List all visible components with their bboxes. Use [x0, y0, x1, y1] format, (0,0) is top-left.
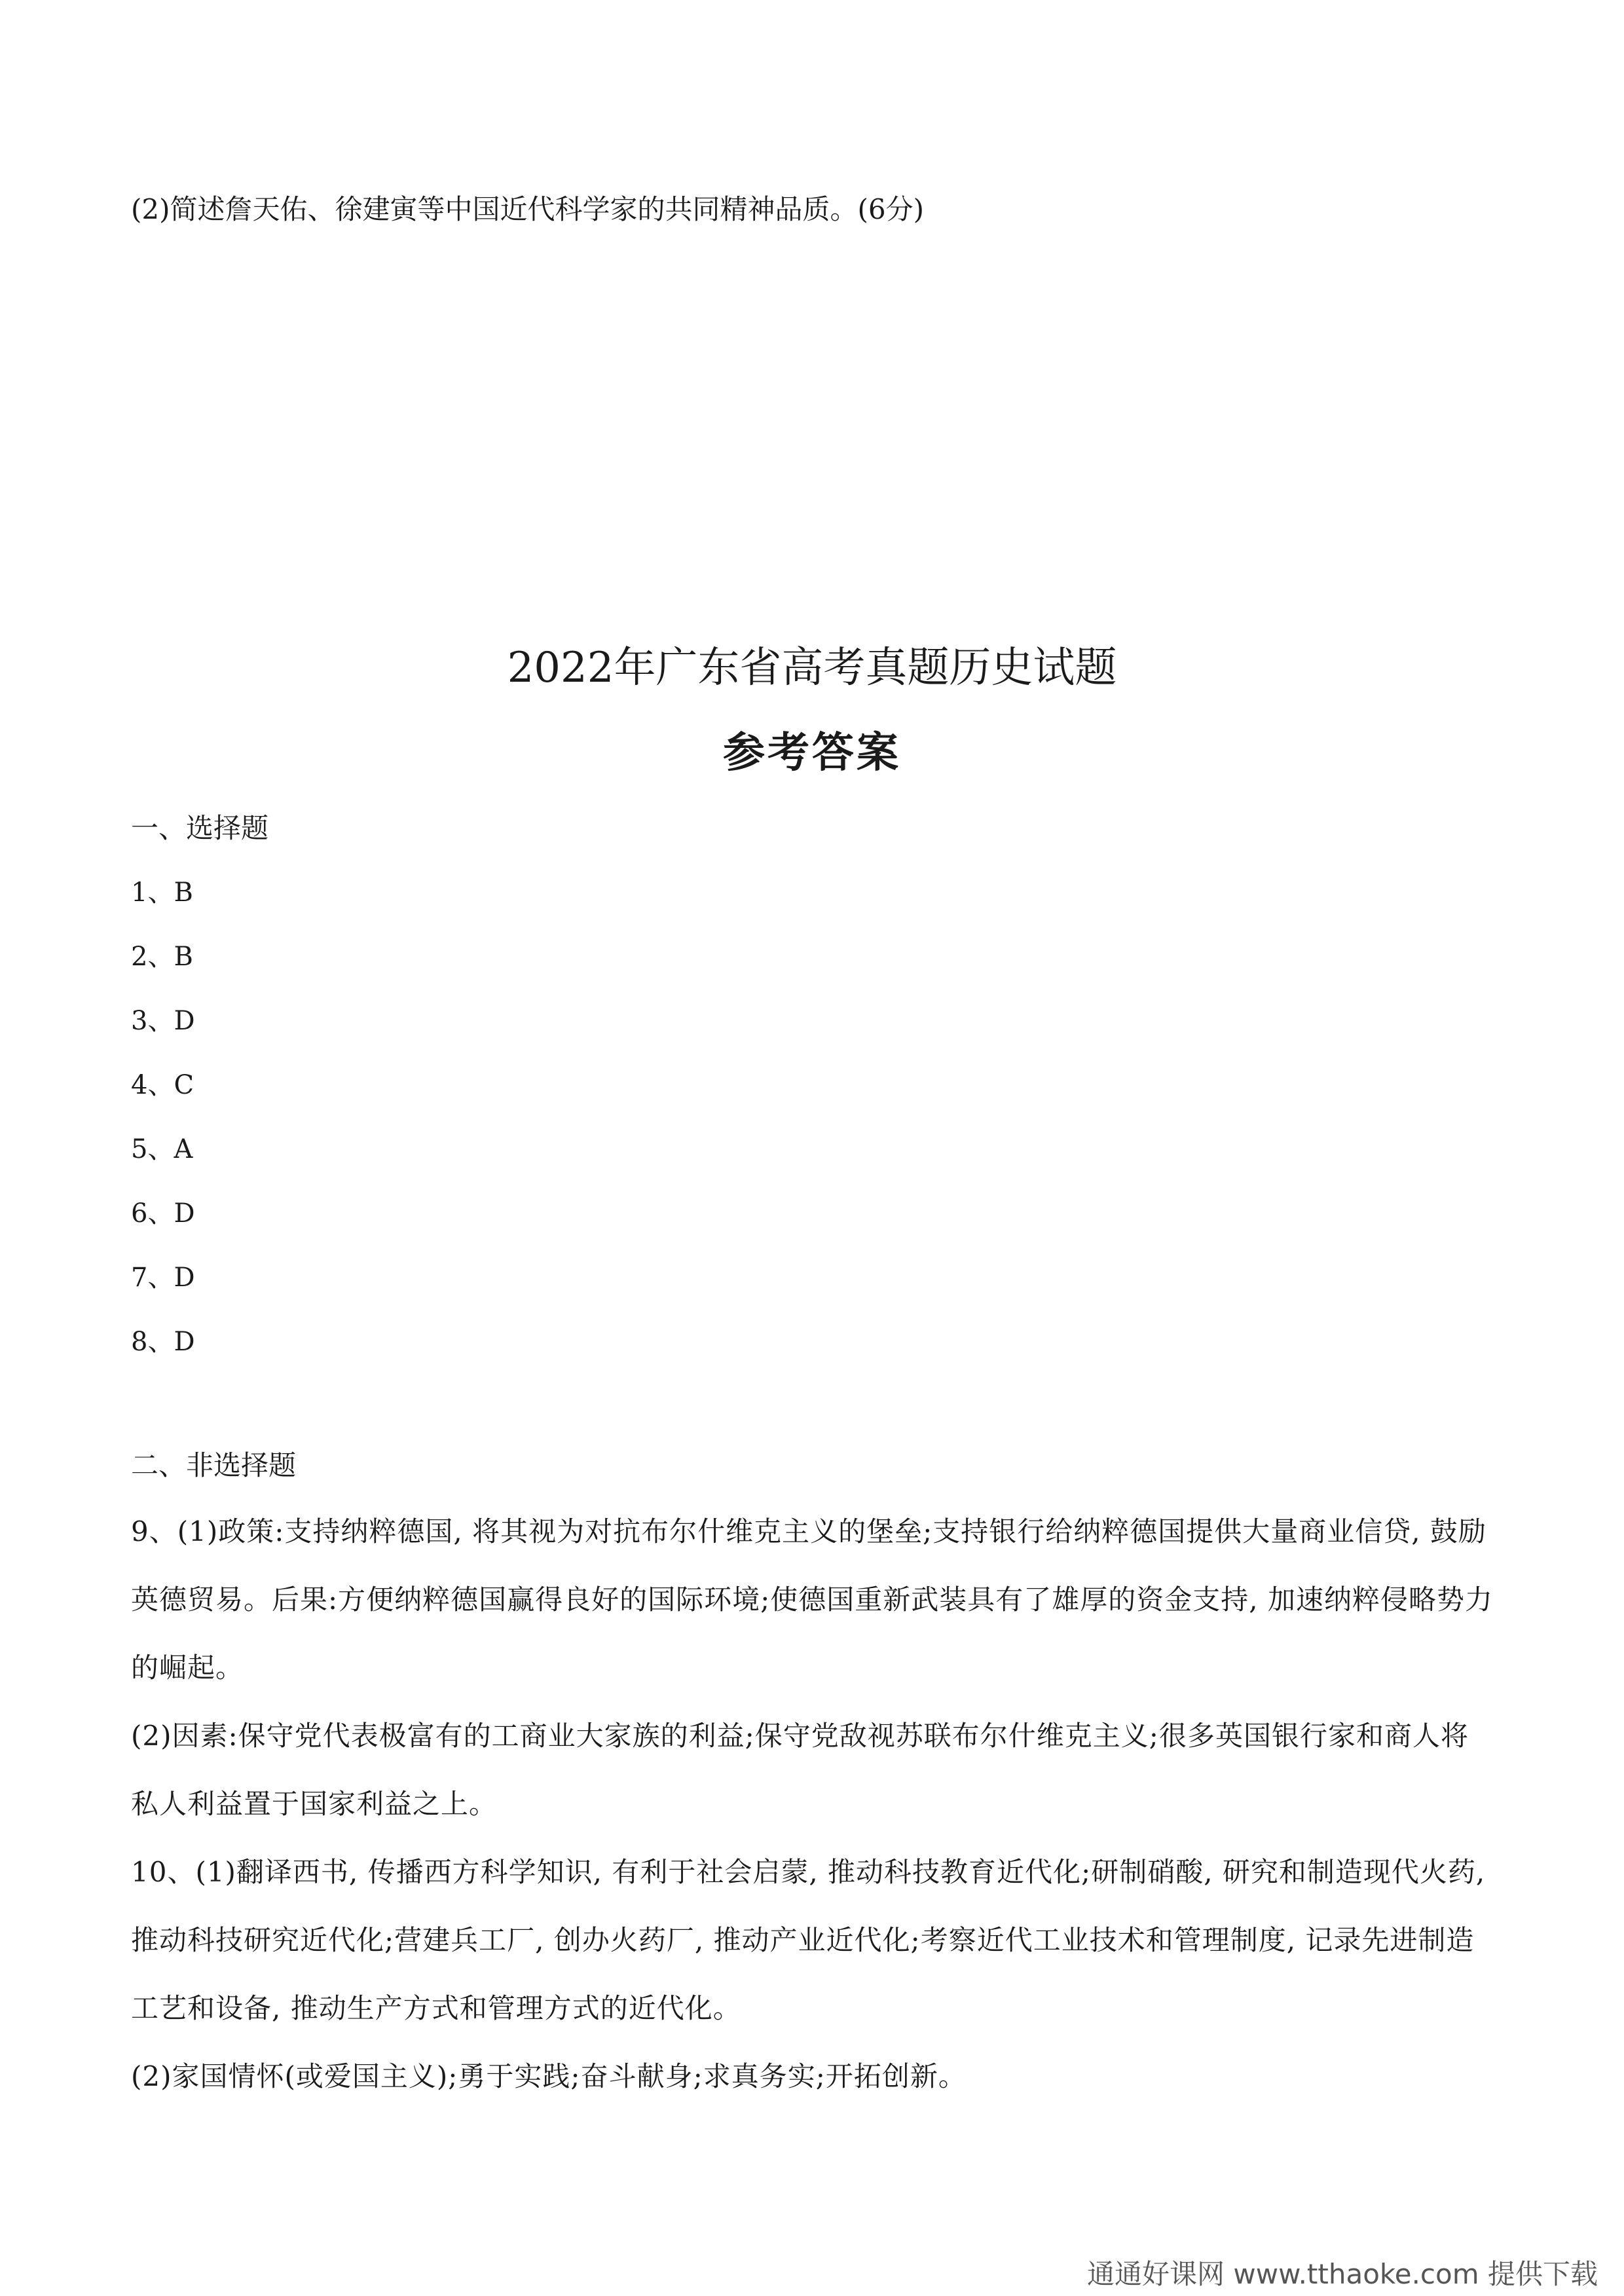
q10-part2-answer: (2)家国情怀(或爱国主义);勇于实践;奋斗献身;求真务实;开拓创新。 [131, 2060, 967, 2092]
answer-item: 7、D [131, 1263, 195, 1293]
answer-item: 4、C [131, 1070, 194, 1100]
answer-item: 6、D [131, 1198, 195, 1229]
answer-item: 8、D [131, 1327, 195, 1357]
answer-item: 3、D [131, 1006, 195, 1036]
answer-item: 1、B [131, 878, 193, 908]
q9-part2-answer: (2)因素:保守党代表极富有的工商业大家族的利益;保守党敌视苏联布尔什维克主义;很多英国银行家和商人将私人利益置于国家利益之上。 [131, 1720, 1469, 1820]
document-title: 2022年广东省高考真题历史试题 [507, 644, 1117, 692]
footer-watermark: 通通好课网 www.tthaoke.com 提供下载 [1087, 2258, 1598, 2290]
answer-item: 5、A [131, 1134, 193, 1164]
q10-part1-answer: 10、(1)翻译西书, 传播西方科学知识, 有利于社会启蒙, 推动科技教育近代化;研制硝酸, 研究和制造现代火药, 推动科技研究近代化;营建兵工厂, 创办火药厂, 推动产业近代化;考察近代工业技术和管理制度, 记录先进制造工艺和设备, 推动生产方式和管理方式的近代化。 [131, 1856, 1486, 2024]
q9-part1-answer: 9、(1)政策:支持纳粹德国, 将其视为对抗布尔什维克主义的堡垒;支持银行给纳粹德国提供大量商业信贷, 鼓励英德贸易。后果:方便纳粹德国赢得良好的国际环境;使德国重新武装具有了雄厚的资金支持, 加速纳粹侵略势力的崛起。 [131, 1515, 1494, 1684]
section-two-heading: 二、非选择题 [131, 1449, 297, 1481]
document-subtitle: 参考答案 [723, 728, 901, 777]
section-one-heading: 一、选择题 [131, 812, 269, 844]
top-question: (2)简述詹天佑、徐建寅等中国近代科学家的共同精神品质。(6分) [131, 193, 924, 225]
answer-item: 2、B [131, 942, 193, 972]
